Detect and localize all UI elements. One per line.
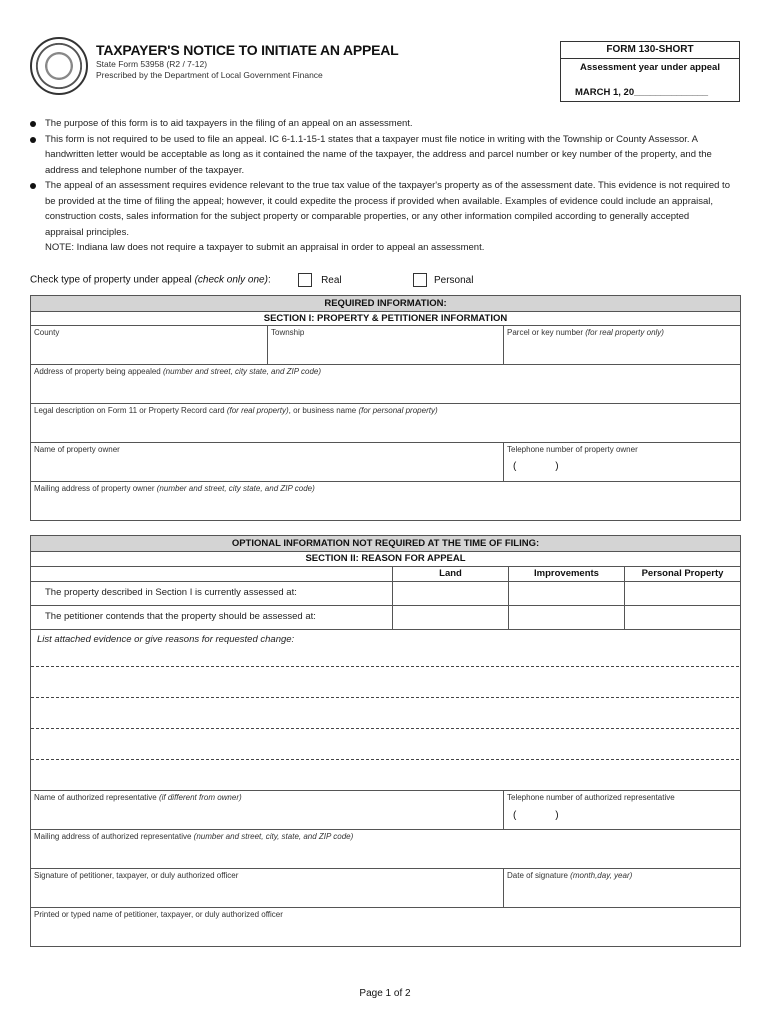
- rep-mailing-field[interactable]: [30, 829, 741, 869]
- legal-label-business: , or business name: [288, 406, 357, 415]
- optional-info-banner: OPTIONAL INFORMATION NOT REQUIRED AT THE TIME OF FILING:: [30, 535, 741, 552]
- current-land-input[interactable]: [392, 581, 509, 606]
- legal-description-field[interactable]: [30, 403, 741, 443]
- county-label: County: [34, 328, 60, 337]
- assessment-year-label: Assessment year under appeal: [580, 62, 720, 73]
- row-current-assessment-label: The property described in Section I is currently assessed at:: [30, 581, 393, 606]
- owner-phone-paren: ( ): [513, 461, 559, 472]
- state-form-number: State Form 53958 (R2 / 7-12): [96, 59, 208, 69]
- rep-phone-label: Telephone number of authorized representative: [507, 793, 675, 802]
- owner-phone-label: Telephone number of property owner: [507, 445, 638, 454]
- required-info-banner: REQUIRED INFORMATION:: [30, 295, 741, 312]
- real-checkbox[interactable]: [298, 273, 312, 287]
- rep-mailing-label: Mailing address of authorized representative: [34, 832, 192, 841]
- instruction-bullet: The purpose of this form is to aid taxpayers in the filing of an appeal on an assessment.: [30, 116, 730, 132]
- instructions: [30, 116, 730, 256]
- row-contended-assessment-label: The petitioner contends that the property should be assessed at:: [30, 605, 393, 630]
- county-field[interactable]: [30, 325, 268, 365]
- parcel-label: Parcel or key number: [507, 328, 584, 337]
- owner-mailing-field[interactable]: [30, 481, 741, 521]
- col-improvements: Improvements: [508, 566, 625, 582]
- date-hint: (month,day, year): [570, 871, 633, 880]
- section2-title: SECTION II: REASON FOR APPEAL: [30, 552, 741, 566]
- owner-name-label: Name of property owner: [34, 445, 120, 454]
- parcel-number-field[interactable]: [503, 325, 741, 365]
- rep-name-label: Name of authorized representative: [34, 793, 157, 802]
- owner-name-field[interactable]: [30, 442, 504, 482]
- form-id-box: [560, 41, 740, 102]
- signature-date-field[interactable]: [503, 868, 741, 908]
- rep-mailing-hint: (number and street, city, state, and ZIP code): [193, 832, 354, 841]
- personal-checkbox[interactable]: [413, 273, 427, 287]
- evidence-area[interactable]: [30, 629, 741, 791]
- address-hint: (number and street, city state, and ZIP code): [163, 367, 321, 376]
- township-label: Township: [271, 328, 305, 337]
- real-label: Real: [321, 274, 342, 286]
- parcel-hint: (for real property only): [585, 328, 664, 337]
- rep-name-hint: (if different from owner): [158, 793, 242, 802]
- contended-personal-input[interactable]: [624, 605, 741, 630]
- page-number: Page 1 of 2: [359, 988, 411, 999]
- township-field[interactable]: [267, 325, 504, 365]
- appraisal-note: NOTE: Indiana law does not require a taxpayer to submit an appraisal in order to appeal an assessment.: [45, 242, 485, 253]
- address-label: Address of property being appealed: [34, 367, 161, 376]
- evidence-label: List attached evidence or give reasons for requested change:: [37, 634, 295, 645]
- signature-field[interactable]: [30, 868, 504, 908]
- assessment-year-field[interactable]: MARCH 1, 20______________: [575, 87, 709, 98]
- signature-label: Signature of petitioner, taxpayer, or duly authorized officer: [34, 871, 239, 880]
- evidence-line: [31, 666, 739, 667]
- mailing-label: Mailing address of property owner: [34, 484, 155, 493]
- property-type-label: Check type of property under appeal: [30, 274, 192, 286]
- contended-improvements-input[interactable]: [508, 605, 625, 630]
- col-personal-property: Personal Property: [624, 566, 741, 582]
- rep-phone-paren: ( ): [513, 810, 559, 821]
- table-header-blank: [30, 566, 393, 582]
- prescribed-by: Prescribed by the Department of Local Government Finance: [96, 70, 323, 80]
- evidence-line: [31, 759, 739, 760]
- property-type-row: [30, 273, 473, 287]
- rep-name-field[interactable]: [30, 790, 504, 830]
- printed-name-label: Printed or typed name of petitioner, taxpayer, or duly authorized officer: [34, 910, 283, 919]
- personal-label: Personal: [433, 274, 474, 286]
- form-title: TAXPAYER'S NOTICE TO INITIATE AN APPEAL: [96, 42, 399, 58]
- property-type-hint: (check only one): [194, 274, 268, 286]
- instruction-bullet: The appeal of an assessment requires evidence relevant to the true tax value of the taxpayer's property as of the assessment date. This evidence is not required to be provided at the time of filing the appeal; however, it could expedite the process if provided when available. Examples of evidence could include an appraisal, construction costs, sales information for the subject property or comparable properties, or any other information compiled according to generally accepted appraisal principles.: [30, 178, 730, 240]
- property-type-colon: :: [267, 274, 271, 286]
- property-address-field[interactable]: [30, 364, 741, 404]
- evidence-line: [31, 697, 739, 698]
- contended-land-input[interactable]: [392, 605, 509, 630]
- printed-name-field[interactable]: [30, 907, 741, 947]
- legal-hint-real: (for real property): [226, 406, 289, 415]
- date-label: Date of signature: [507, 871, 568, 880]
- current-personal-input[interactable]: [624, 581, 741, 606]
- legal-label: Legal description on Form 11 or Property Record card: [34, 406, 225, 415]
- current-improvements-input[interactable]: [508, 581, 625, 606]
- section1-title: SECTION I: PROPERTY & PETITIONER INFORMATION: [30, 312, 741, 326]
- form-id: FORM 130-SHORT: [561, 42, 739, 59]
- indiana-state-seal-icon: [30, 37, 88, 95]
- instruction-bullet: This form is not required to be used to file an appeal. IC 6-1.1-15-1 states that a taxpayer must file notice in writing with the Township or County Assessor. A handwritten letter would be acceptable as long as it contained the name of the taxpayer, the address and parcel number or key number of the property, and the address and telephone number of the taxpayer.: [30, 132, 730, 179]
- evidence-line: [31, 728, 739, 729]
- mailing-hint: (number and street, city state, and ZIP code): [156, 484, 315, 493]
- col-land: Land: [392, 566, 509, 582]
- legal-hint-personal: (for personal property): [358, 406, 438, 415]
